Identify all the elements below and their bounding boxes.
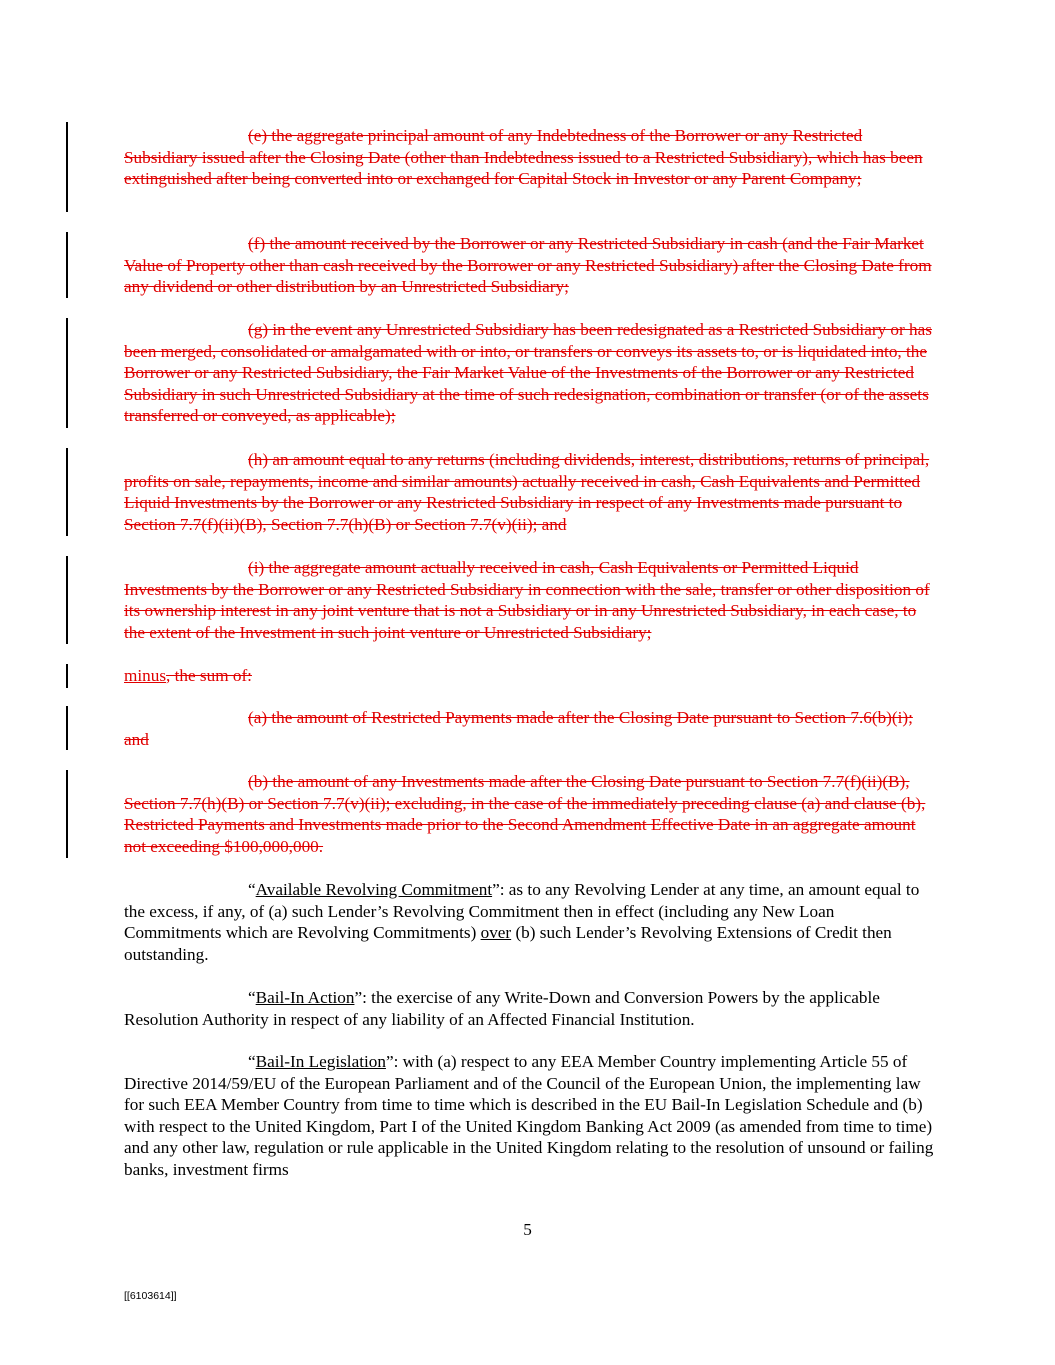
definition-text: : the exercise of any Write-Down and Conversion Powers by the applicable Resolution Authority in respect of any liability of an Affected Financial Institution.: [124, 988, 880, 1029]
clause-f-text: (f) the amount received by the Borrower or any Restricted Subsidiary in cash (and the Fair Market Value of Property other than cash received by the Borrower or any Restricted Subsidiary) after the Closing Date from any dividend or other distribution by an Unrestricted Subsidiary;: [124, 234, 932, 297]
definition-text: : with (a) respect to any EEA Member Country implementing Article 55 of Directive 2014/59/EU of the European Parliament and of the Council of the European Union, the implementing law for such EEA Member Country from time to time which is described in the EU Bail-In Legislation Schedule and (b) with respect to the United Kingdom, Part I of the United Kingdom Banking Act 2009 (as amended from time to time) and any other law, regulation or rule applicable in the United Kingdom relating to the resolution of unsound or failing banks, investment firms: [124, 1052, 934, 1179]
deleted-clause-b: [124, 771, 936, 857]
definition-text: : as to any Revolving Lender at any time, an amount equal to the excess, if any, of (a) such Lender’s Revolving Commitment then in effect (including any New Loan Commitments which are Revolving Commitments): [124, 880, 920, 943]
change-bar: [66, 664, 68, 688]
change-bar: [66, 770, 68, 858]
close-quote: ”: [492, 880, 500, 899]
clause-i-text: (i) the aggregate amount actually received in cash, Cash Equivalents or Permitted Liquid Investments by the Borrower or any Restricted Subsidiary in connection with the sale, transfer or other disposition of its ownership interest in any joint venture that is not a Subsidiary or in any Unrestricted Subsidiary, in each case, to the extent of the Investment in such joint venture or Unrestricted Subsidiary;: [124, 558, 930, 642]
definition-bail-in-action: [124, 987, 936, 1030]
definition-text: (b) such Lender’s Revolving Extensions of Credit then outstanding.: [124, 923, 892, 964]
deleted-clause-e: [124, 125, 936, 190]
clause-h-text: (h) an amount equal to any returns (including dividends, interest, distributions, returns of principal, profits on sale, repayments, income and similar amounts) actually received in cash, Cash Equivalents and Permitted Liquid Investments by the Borrower or any Restricted Subsidiary in respect of any Investments made pursuant to Section 7.7(f)(ii)(B), Section 7.7(h)(B) or Section 7.7(v)(ii); and: [124, 450, 930, 534]
minus-line: [124, 665, 936, 687]
deleted-clause-a: [124, 707, 936, 750]
open-quote: “: [248, 880, 256, 899]
open-quote: “: [248, 1052, 256, 1071]
change-bar: [66, 556, 68, 644]
open-quote: “: [248, 988, 256, 1007]
clause-e-text: (e) the aggregate principal amount of any Indebtedness of the Borrower or any Restricted Subsidiary issued after the Closing Date (other than Indebtedness issued to a Restricted Subsidiary), which has been extinguished after being converted into or exchanged for Capital Stock in Investor or any Parent Company;: [124, 126, 923, 189]
deleted-clause-h: [124, 449, 936, 535]
clause-b-text: (b) the amount of any Investments made after the Closing Date pursuant to Section 7.7(f)(ii)(B), Section 7.7(h)(B) or Section 7.7(v)(ii); excluding, in the case of the immediately preceding clause (a) and clause (b), Restricted Payments and Investments made prior to the Second Amendment Effective Date in an aggregate amount not exceeding $100,000,000.: [124, 772, 926, 856]
close-quote: ”: [354, 988, 363, 1007]
definition-available-revolving-commitment: [124, 879, 936, 965]
deleted-clause-g: [124, 319, 936, 427]
deleted-clause-f: [124, 233, 936, 298]
defined-term: Available Revolving Commitment: [255, 880, 493, 899]
change-bar: [66, 448, 68, 536]
document-id: [[6103614]]: [124, 1290, 177, 1302]
change-bar: [66, 318, 68, 428]
over-word: over: [480, 923, 512, 943]
definition-bail-in-legislation: [124, 1051, 936, 1181]
defined-term: Bail-In Legislation: [255, 1052, 386, 1071]
change-bar: [66, 122, 68, 212]
deleted-clause-i: [124, 557, 936, 643]
clause-g-text: (g) in the event any Unrestricted Subsidiary has been redesignated as a Restricted Subsidiary or has been merged, consolidated or amalgamated with or into, or transfers or conveys its assets to, or is liquidated into, the Borrower or any Restricted Subsidiary, the Fair Market Value of the Investments of the Borrower or any Restricted Subsidiary in such Unrestricted Subsidiary at the time of such redesignation, combination or transfer (or of the assets transferred or conveyed, as applicable);: [124, 320, 932, 426]
clause-a-text: (a) the amount of Restricted Payments made after the Closing Date pursuant to Section 7.6(b)(i); and: [124, 708, 913, 749]
defined-term: Bail-In Action: [255, 988, 355, 1007]
close-quote: ”: [385, 1052, 394, 1071]
change-bar: [66, 706, 68, 750]
minus-word: minus: [124, 666, 167, 685]
minus-rest: , the sum of:: [166, 666, 252, 685]
change-bar: [66, 232, 68, 298]
page-number: 5: [523, 1220, 532, 1239]
